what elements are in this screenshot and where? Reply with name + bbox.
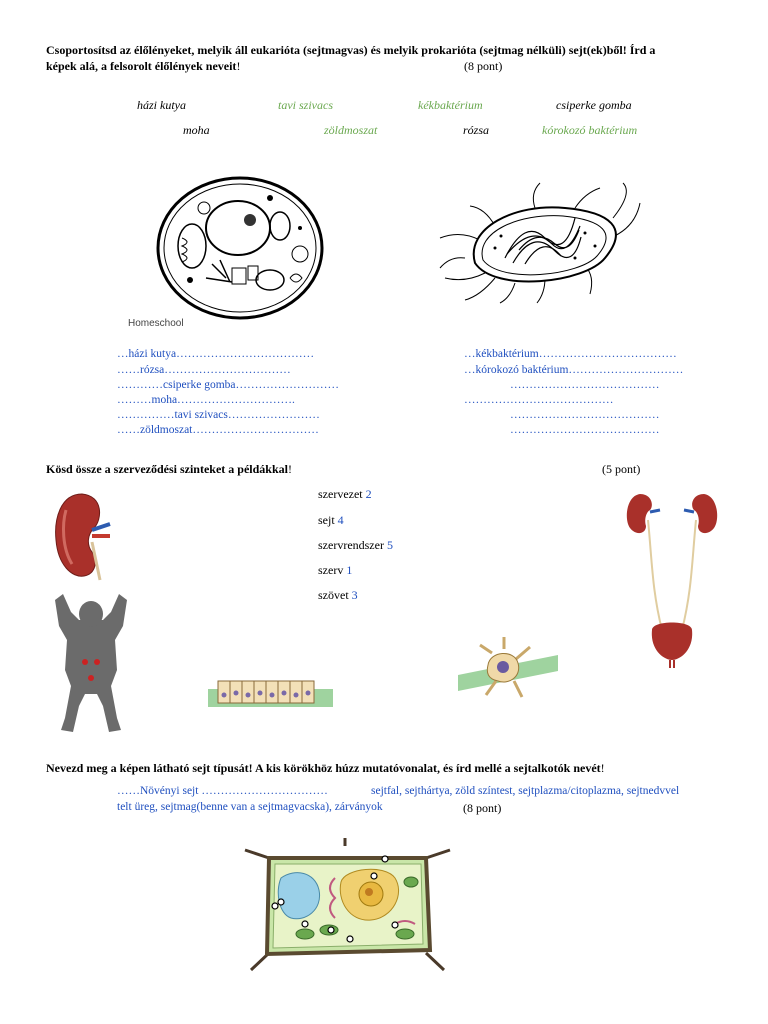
level-cell xyxy=(318,513,344,528)
level-label: szerv xyxy=(318,563,344,577)
eukaryote-answer-3: …………csiperke gomba……………………… xyxy=(117,379,339,391)
level-answer: 2 xyxy=(365,487,372,501)
level-organ xyxy=(318,563,352,578)
q2-points: (5 pont) xyxy=(602,462,641,476)
eukaryote-answer-2: ……rózsa…………………………… xyxy=(117,364,291,376)
prokaryote-answer-5: ………………………………… xyxy=(510,409,660,421)
q1-title-end: ! xyxy=(236,59,241,73)
organism-8: kórokozó baktérium xyxy=(542,123,638,137)
q2-title xyxy=(46,462,292,477)
eukaryote-answer-6: ……zöldmoszat…………………………… xyxy=(117,424,319,436)
q3-answer-cell-type: ……Növényi sejt …………………………… xyxy=(117,785,328,797)
q1-title-line1: Csoportosítsd az élőlényeket, melyik áll eukarióta (sejtmagvas) és melyik prokarióta (sejtmag nélküli) sejt(ek)ből! Írd a xyxy=(46,43,656,57)
kidney-illustration xyxy=(52,490,112,582)
urinary-system-illustration xyxy=(622,490,722,670)
q3-answer-parts-line2: telt üreg, sejtmag(benne van a sejtmagvacska), zárványok xyxy=(117,801,383,813)
q2-title-end: ! xyxy=(288,462,292,476)
q3-title-end: ! xyxy=(600,761,605,775)
prokaryote-answer-4: ………………………………… xyxy=(464,394,614,406)
prokaryote-answer-2: …kórokozó baktérium………………………… xyxy=(464,364,684,376)
q1-points: (8 pont) xyxy=(464,59,503,73)
level-answer: 1 xyxy=(346,563,353,577)
organism-5: moha xyxy=(183,123,210,137)
prokaryote-answer-6: ………………………………… xyxy=(510,424,660,436)
organism-3: kékbaktérium xyxy=(418,98,483,112)
animal-cell-illustration xyxy=(150,168,330,328)
prokaryote-answer-1: …kékbaktérium……………………………… xyxy=(464,348,677,360)
organism-2: tavi szivacs xyxy=(278,98,333,112)
level-answer: 4 xyxy=(337,513,344,527)
prokaryote-answer-3: ………………………………… xyxy=(510,379,660,391)
bacterium-illustration xyxy=(435,178,650,308)
eukaryote-answer-5: ……………tavi szivacs…………………… xyxy=(117,409,320,421)
level-label: szervrendszer xyxy=(318,538,384,552)
plant-cell-illustration xyxy=(245,838,450,973)
organism-7: rózsa xyxy=(463,123,490,137)
level-label: szervezet xyxy=(318,487,363,501)
cell-illustration xyxy=(458,635,558,705)
organism-1: házi kutya xyxy=(137,98,186,112)
watermark-logo: Homeschool xyxy=(128,318,184,329)
eukaryote-answer-4: ………moha…………………………. xyxy=(117,394,295,406)
level-organ-system xyxy=(318,538,393,553)
q3-answer-parts: sejtfal, sejthártya, zöld színtest, sejtplazma/citoplazma, sejtnedvvel xyxy=(371,785,680,797)
organism-4: csiperke gomba xyxy=(556,98,632,112)
q1-title-line2-text: képek alá, a felsorolt élőlények neveit xyxy=(46,59,237,73)
monkey-illustration xyxy=(45,590,137,735)
level-answer: 5 xyxy=(386,538,393,552)
organism-6: zöldmoszat xyxy=(324,123,378,137)
level-organism xyxy=(318,487,372,502)
q3-points: (8 pont) xyxy=(463,801,502,815)
level-label: sejt xyxy=(318,513,335,527)
q3-title xyxy=(46,761,605,776)
tissue-illustration xyxy=(208,675,333,715)
level-tissue xyxy=(318,588,358,603)
level-answer: 3 xyxy=(351,588,358,602)
level-label: szövet xyxy=(318,588,349,602)
q1-title-line2 xyxy=(46,59,240,74)
q3-title-text: Nevezd meg a képen látható sejt típusát! A kis körökhöz húzz mutatóvonalat, és írd mellé a sejtalkotók nevét xyxy=(46,761,601,775)
q2-title-text: Kösd össze a szerveződési szinteket a példákkal xyxy=(46,462,288,476)
eukaryote-answer-1: …házi kutya……………………………… xyxy=(117,348,315,360)
